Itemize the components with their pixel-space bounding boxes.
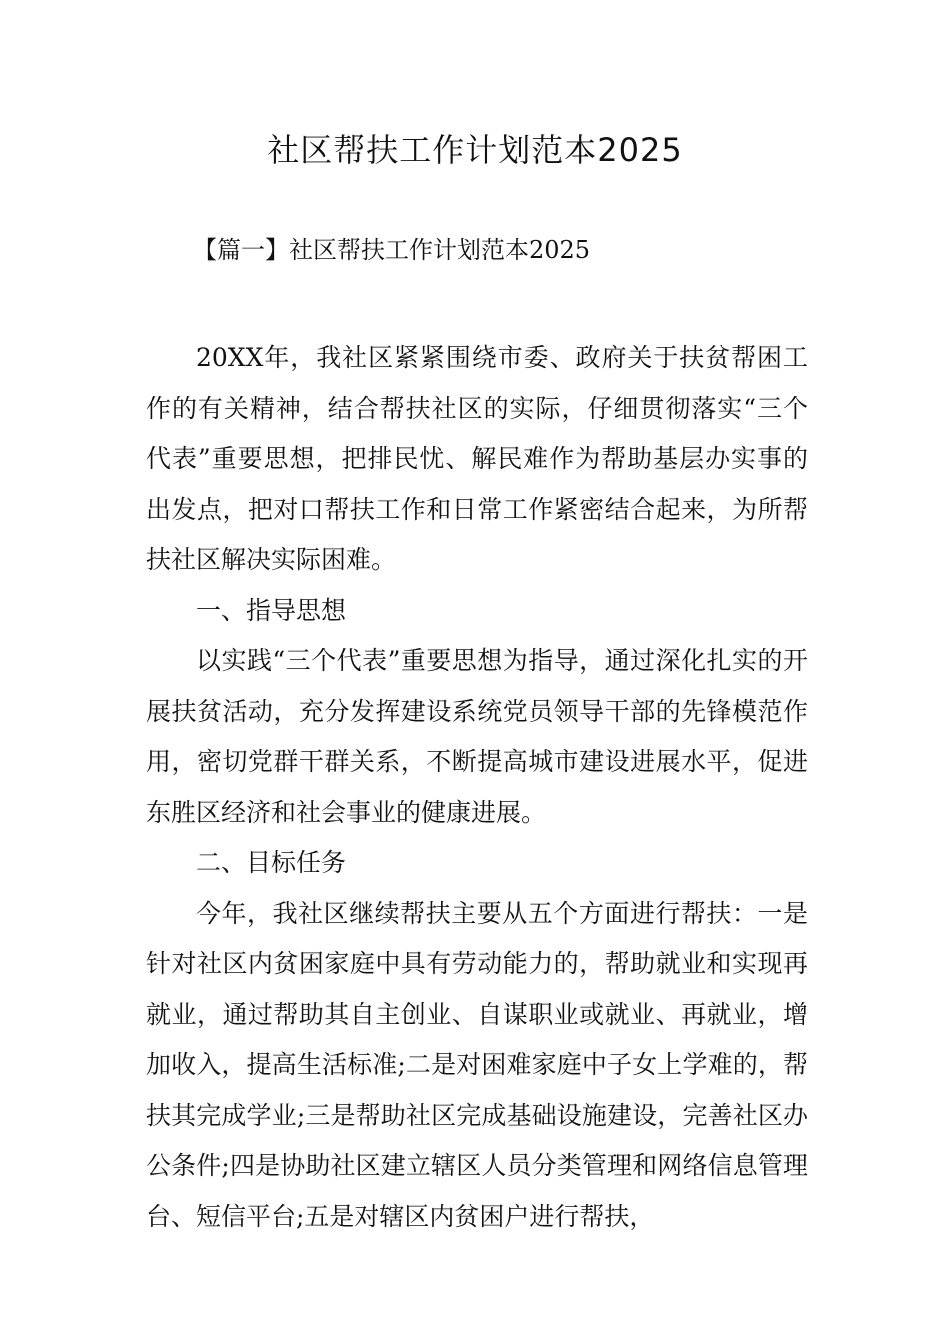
paragraph-goals-tasks: 今年，我社区继续帮扶主要从五个方面进行帮扶：一是针对社区内贫困家庭中具有劳动能力的，帮助就业和实现再就业，通过帮助其自主创业、自谋职业或就业、再就业，增加收入，提高生活标准;二是对困难家庭中子女上学难的，帮扶其完成学业;三是帮助社区完成基础设施建设，完善社区办公条件;四是协助社区建立辖区人员分类管理和网络信息管理台、短信平台;五是对辖区内贫困户进行帮扶， <box>146 898 808 1231</box>
heading-goals-tasks: 二、目标任务 <box>196 848 347 877</box>
paragraph-intro: 20XX年，我社区紧紧围绕市委、政府关于扶贫帮困工作的有关精神，结合帮扶社区的实际，仔细贯彻落实“三个代表”重要思想，把排民忧、解民难作为帮助基层办实事的出发点，把对口帮扶工作和日常工作紧密结合起来，为所帮扶社区解决实际困难。 <box>146 343 808 574</box>
document-title: 社区帮扶工作计划范本2025 <box>267 131 683 169</box>
document-subtitle: 【篇一】社区帮扶工作计划范本2025 <box>193 236 591 264</box>
heading-guiding-ideology: 一、指导思想 <box>196 595 347 625</box>
paragraph-guiding-ideology: 以实践“三个代表”重要思想为指导，通过深化扎实的开展扶贫活动，充分发挥建设系统党员领导干部的先锋模范作用，密切党群干群关系，不断提高城市建设进展水平，促进东胜区经济和社会事业的健康进展。 <box>146 646 808 827</box>
document-body <box>146 333 808 1242</box>
